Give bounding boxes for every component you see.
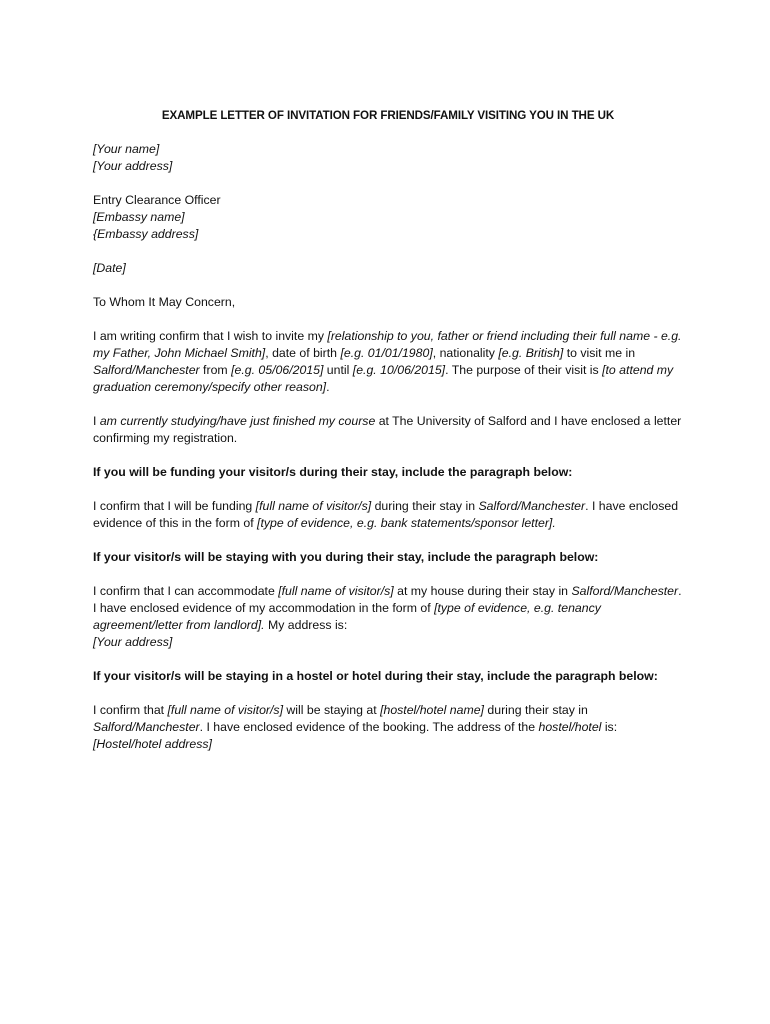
placeholder-evidence: [type of evidence, e.g. bank statements/sponsor letter]. [257,516,556,530]
text-run: during their stay in [371,499,479,513]
placeholder-purpose: [to attend my graduation ceremony/specify other reason] [93,363,674,394]
placeholder-city: Salford/Manchester [571,584,679,598]
letter-body [93,107,683,770]
text-run: to visit me in [563,346,636,360]
placeholder-visitor-name: [full name of visitor/s] [255,499,372,513]
placeholder-hostel-address: [Hostel/hotel address] [93,737,212,751]
text-run: at The University of Salford and I have enclosed a letter confirming my registration. [93,414,682,445]
paragraph-funding [93,498,683,532]
placeholder-nationality: [e.g. British] [498,346,564,360]
text-run: . I have enclosed evidence of this in the form of [93,499,679,530]
paragraph-hostel [93,702,683,753]
recipient-officer: Entry Clearance Officer [93,193,221,207]
text-run: I confirm that [93,703,168,717]
text-run: I am writing confirm that I wish to invite my [93,329,328,343]
placeholder-hostel-hotel: hostel/hotel [538,720,602,734]
letter-title: EXAMPLE LETTER OF INVITATION FOR FRIENDS/FAMILY VISITING YOU IN THE UK [161,109,615,122]
text-run: . The purpose of their visit is [445,363,603,377]
sender-name: [Your name] [93,142,160,156]
placeholder-study-status: am currently studying/have just finished my course [99,414,376,428]
placeholder-your-address: [Your address] [93,635,173,649]
sender-block [93,141,683,175]
text-run: . I have enclosed evidence of my accommodation in the form of [93,584,682,615]
paragraph-accommodation [93,583,683,651]
text-run: I confirm that I can accommodate [93,584,279,598]
embassy-address: {Embassy address] [93,227,199,241]
placeholder-city: Salford/Manchester [93,363,200,377]
text-run: is: [601,720,618,734]
text-run: from [199,363,232,377]
text-run: at my house during their stay in [393,584,572,598]
placeholder-relationship: [relationship to you, father or friend including their full name - e.g. my Father, John Michael Smith] [93,329,682,360]
paragraph-invitation [93,328,683,396]
text-run: will be staying at [283,703,381,717]
salutation: To Whom It May Concern, [93,295,236,309]
heading-staying-with-you: If your visitor/s will be staying with you during their stay, include the paragraph below: [93,550,599,564]
placeholder-dob: [e.g. 01/01/1980] [340,346,433,360]
paragraph-studying [93,413,683,447]
placeholder-hostel-name: [hostel/hotel name] [380,703,484,717]
text-run: . I have enclosed evidence of the booking. The address of the [199,720,539,734]
text-run: until [323,363,353,377]
letter-date: [Date] [93,261,126,275]
sender-address: [Your address] [93,159,173,173]
placeholder-until-date: [e.g. 10/06/2015] [352,363,446,377]
placeholder-visitor-name: [full name of visitor/s] [167,703,283,717]
text-run: , date of birth [265,346,341,360]
heading-hostel-hotel: If your visitor/s will be staying in a hostel or hotel during their stay, include the paragraph below: [93,669,658,683]
placeholder-city: Salford/Manchester [478,499,586,513]
recipient-block [93,192,683,243]
text-run: I confirm that I will be funding [93,499,256,513]
text-run: during their stay in [483,703,588,717]
placeholder-evidence: [type of evidence, e.g. tenancy agreement/letter from landlord]. [93,601,601,632]
embassy-name: [Embassy name] [93,210,185,224]
placeholder-visitor-name: [full name of visitor/s] [278,584,394,598]
text-run: , nationality [432,346,499,360]
placeholder-from-date: [e.g. 05/06/2015] [231,363,324,377]
text-run: My address is: [264,618,348,632]
heading-funding: If you will be funding your visitor/s during their stay, include the paragraph below: [93,465,573,479]
text-run: . [326,380,330,394]
text-run: I [93,414,100,428]
placeholder-city: Salford/Manchester [93,720,200,734]
